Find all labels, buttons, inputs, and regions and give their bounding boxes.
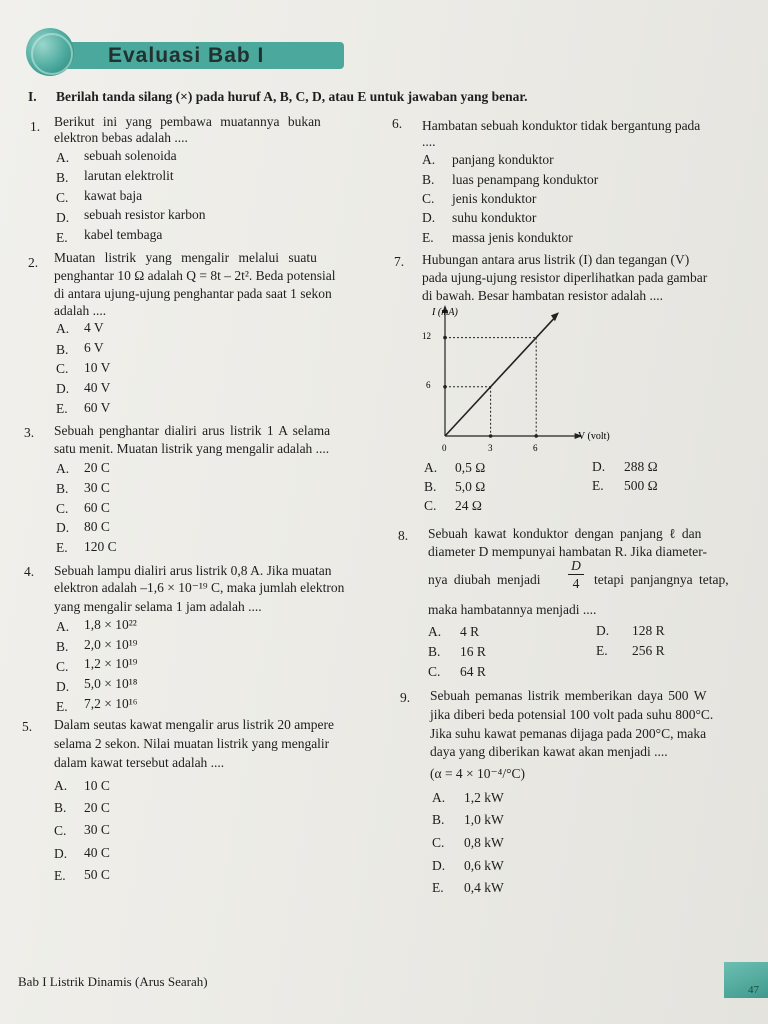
question-number: 5.	[22, 719, 33, 734]
y-tick-dot	[443, 336, 447, 340]
option-text[interactable]: 120 C	[84, 539, 117, 554]
option-text[interactable]: 10 C	[84, 778, 110, 793]
question-text: Jika suhu kawat pemanas dijaga pada 200°C, maka	[430, 726, 707, 741]
option-text[interactable]: 24 Ω	[455, 498, 482, 513]
option-text[interactable]: suhu konduktor	[452, 210, 537, 225]
question-text: tetapi panjangnya tetap,	[594, 572, 729, 587]
option-text[interactable]: 128 R	[632, 623, 665, 638]
option-text[interactable]: 1,2 × 10¹⁹	[84, 656, 138, 671]
option-letter[interactable]: D.	[596, 623, 610, 638]
data-line	[445, 316, 556, 436]
option-letter[interactable]: E.	[56, 699, 68, 714]
option-text[interactable]: larutan elektrolit	[84, 168, 174, 183]
option-text[interactable]: 20 C	[84, 460, 110, 475]
option-letter[interactable]: B.	[54, 800, 67, 815]
option-text[interactable]: 4 R	[460, 624, 480, 639]
question-text: selama 2 sekon. Nilai muatan listrik yang mengalir	[54, 736, 330, 751]
question-number: 1.	[30, 119, 41, 134]
option-letter[interactable]: C.	[432, 835, 445, 850]
fraction-denominator: 4	[572, 576, 580, 591]
question-text: daya yang diberikan kawat akan menjadi ....	[430, 744, 668, 759]
option-letter[interactable]: E.	[56, 230, 68, 245]
option-text[interactable]: kabel tembaga	[84, 227, 163, 242]
option-letter[interactable]: C.	[56, 190, 69, 205]
option-letter[interactable]: D.	[56, 679, 70, 694]
question-text: diameter D mempunyai hambatan R. Jika diameter-	[428, 544, 708, 559]
option-text[interactable]: sebuah resistor karbon	[84, 207, 206, 222]
option-text[interactable]: 2,0 × 10¹⁹	[84, 637, 138, 652]
question-number: 6.	[392, 116, 403, 131]
question-text: Dalam seutas kawat mengalir arus listrik 20 ampere	[54, 717, 335, 732]
question-text: jika diberi beda potensial 100 volt pada suhu 800°C.	[430, 707, 714, 722]
question-number: 3.	[24, 425, 35, 440]
option-letter[interactable]: E.	[596, 643, 608, 658]
question-text: di bawah. Besar hambatan resistor adalah ....	[422, 288, 664, 303]
option-letter[interactable]: C.	[56, 361, 69, 376]
question-text: elektron adalah –1,6 × 10⁻¹⁹ C, maka jumlah elektron	[54, 580, 345, 595]
page-number: 47	[748, 984, 759, 996]
option-letter[interactable]: B.	[56, 342, 69, 357]
question-text: di antara ujung-ujung penghantar pada saat 1 sekon	[54, 286, 332, 301]
option-text[interactable]: 256 R	[632, 643, 665, 658]
option-text[interactable]: 0,5 Ω	[455, 460, 486, 475]
x-tick-label: 0	[442, 443, 447, 453]
option-letter[interactable]: A.	[56, 619, 70, 634]
page-corner-tab	[724, 962, 768, 998]
question-text: adalah ....	[54, 303, 107, 318]
y-tick-label: 6	[426, 380, 431, 390]
option-letter[interactable]: E.	[422, 230, 434, 245]
option-text[interactable]: 288 Ω	[624, 459, 658, 474]
option-text[interactable]: kawat baja	[84, 188, 143, 203]
option-letter[interactable]: B.	[56, 639, 69, 654]
option-text[interactable]: 0,6 kW	[464, 858, 504, 873]
option-text[interactable]: 80 C	[84, 519, 110, 534]
option-text[interactable]: 30 C	[84, 480, 110, 495]
y-axis-label: I (mA)	[432, 307, 458, 318]
option-text[interactable]: 1,8 × 10²²	[84, 617, 137, 632]
question-text: nya diubah menjadi	[428, 572, 541, 587]
question-text: Sebuah pemanas listrik memberikan daya 500 W	[430, 688, 707, 703]
option-letter[interactable]: A.	[56, 321, 70, 336]
option-letter[interactable]: D.	[56, 520, 70, 535]
option-text[interactable]: 6 V	[84, 340, 104, 355]
option-letter[interactable]: B.	[424, 479, 437, 494]
option-text[interactable]: panjang konduktor	[452, 152, 554, 167]
question-text: satu menit. Muatan listrik yang mengalir adalah ....	[54, 441, 330, 456]
option-text[interactable]: 7,2 × 10¹⁶	[84, 696, 138, 711]
option-letter[interactable]: C.	[56, 659, 69, 674]
option-text[interactable]: 0,4 kW	[464, 880, 504, 895]
y-tick-dot	[443, 385, 447, 389]
option-letter[interactable]: A.	[428, 624, 442, 639]
option-text[interactable]: 30 C	[84, 822, 110, 837]
iv-graph	[410, 302, 630, 454]
option-letter[interactable]: A.	[424, 460, 438, 475]
question-number: 4.	[24, 564, 35, 579]
option-letter[interactable]: A.	[54, 778, 68, 793]
option-text[interactable]: 5,0 Ω	[455, 479, 486, 494]
option-text[interactable]: 20 C	[84, 800, 110, 815]
option-text[interactable]: sebuah solenoida	[84, 148, 177, 163]
option-letter[interactable]: C.	[56, 501, 69, 516]
question-text: ....	[422, 134, 436, 149]
option-text[interactable]: 500 Ω	[624, 478, 658, 493]
option-letter[interactable]: A.	[432, 790, 446, 805]
option-text[interactable]: 60 V	[84, 400, 111, 415]
question-text: Hambatan sebuah konduktor tidak bergantung pada	[422, 118, 701, 133]
question-text: penghantar 10 Ω adalah Q = 8t – 2t². Beda potensial	[54, 268, 336, 283]
question-text: Muatan listrik yang mengalir melalui suatu	[54, 250, 317, 265]
option-letter[interactable]: C.	[54, 823, 67, 838]
option-text[interactable]: 40 V	[84, 380, 111, 395]
question-text: yang mengalir selama 1 jam adalah ....	[54, 599, 262, 614]
question-number: 9.	[400, 690, 411, 705]
x-tick-label: 3	[488, 443, 493, 453]
question-text: (α = 4 × 10⁻⁴/°C)	[430, 766, 526, 781]
question-text: pada ujung-ujung resistor diperlihatkan pada gambar	[422, 270, 708, 285]
option-text[interactable]: luas penampang konduktor	[452, 172, 599, 187]
option-letter[interactable]: A.	[56, 150, 70, 165]
page-footer: Bab I Listrik Dinamis (Arus Searah)	[18, 974, 208, 989]
option-letter[interactable]: D.	[592, 459, 606, 474]
option-letter[interactable]: B.	[422, 172, 435, 187]
option-letter[interactable]: A.	[422, 152, 436, 167]
option-letter[interactable]: E.	[54, 868, 66, 883]
option-letter[interactable]: B.	[428, 644, 441, 659]
option-letter[interactable]: C.	[424, 498, 437, 513]
option-text[interactable]: 16 R	[460, 644, 486, 659]
option-letter[interactable]: B.	[56, 481, 69, 496]
option-letter[interactable]: E.	[56, 540, 68, 555]
instruction-text: Berilah tanda silang (×) pada huruf A, B, C, D, atau E untuk jawaban yang benar.	[56, 89, 528, 104]
fraction-numerator: D	[568, 558, 584, 575]
question-text: Berikut ini yang pembawa muatannya bukan	[54, 114, 321, 129]
option-text[interactable]: 50 C	[84, 867, 110, 882]
option-letter[interactable]: C.	[422, 191, 435, 206]
question-text: elektron bebas adalah ....	[54, 130, 188, 145]
question-text: dalam kawat tersebut adalah ....	[54, 755, 225, 770]
instruction-number: I.	[28, 89, 37, 104]
option-letter[interactable]: C.	[428, 664, 441, 679]
option-text[interactable]: 5,0 × 10¹⁸	[84, 676, 138, 691]
question-number: 7.	[394, 254, 405, 269]
option-letter[interactable]: B.	[56, 170, 69, 185]
option-letter[interactable]: E.	[432, 880, 444, 895]
banner-ring-icon	[31, 33, 73, 75]
option-letter[interactable]: A.	[56, 461, 70, 476]
option-letter[interactable]: E.	[592, 478, 604, 493]
question-text: Sebuah penghantar dialiri arus listrik 1 A selama	[54, 423, 331, 438]
option-text[interactable]: massa jenis konduktor	[452, 230, 573, 245]
option-text[interactable]: 60 C	[84, 500, 110, 515]
page-title: Evaluasi Bab I	[108, 44, 265, 67]
option-text[interactable]: 64 R	[460, 664, 486, 679]
question-text: Sebuah lampu dialiri arus listrik 0,8 A. Jika muatan	[54, 563, 332, 578]
option-letter[interactable]: D.	[422, 210, 436, 225]
x-axis-label: V (volt)	[578, 431, 610, 442]
option-text[interactable]: jenis konduktor	[452, 191, 537, 206]
question-text: Sebuah kawat konduktor dengan panjang ℓ dan	[428, 526, 702, 541]
option-text[interactable]: 40 C	[84, 845, 110, 860]
option-letter[interactable]: D.	[56, 210, 70, 225]
x-tick-dot	[534, 434, 538, 438]
option-text[interactable]: 1,2 kW	[464, 790, 504, 805]
option-text[interactable]: 0,8 kW	[464, 835, 504, 850]
question-text: maka hambatannya menjadi ....	[428, 602, 597, 617]
option-letter[interactable]: D.	[56, 381, 70, 396]
option-letter[interactable]: E.	[56, 401, 68, 416]
question-number: 8.	[398, 528, 409, 543]
x-tick-dot	[489, 434, 493, 438]
option-text[interactable]: 10 V	[84, 360, 111, 375]
option-letter[interactable]: D.	[54, 846, 68, 861]
option-letter[interactable]: B.	[432, 812, 445, 827]
question-number: 2.	[28, 255, 39, 270]
option-letter[interactable]: D.	[432, 858, 446, 873]
option-text[interactable]: 4 V	[84, 320, 104, 335]
option-text[interactable]: 1,0 kW	[464, 812, 504, 827]
question-text: Hubungan antara arus listrik (I) dan tegangan (V)	[422, 252, 690, 267]
y-tick-label: 12	[422, 331, 431, 341]
x-tick-label: 6	[533, 443, 538, 453]
